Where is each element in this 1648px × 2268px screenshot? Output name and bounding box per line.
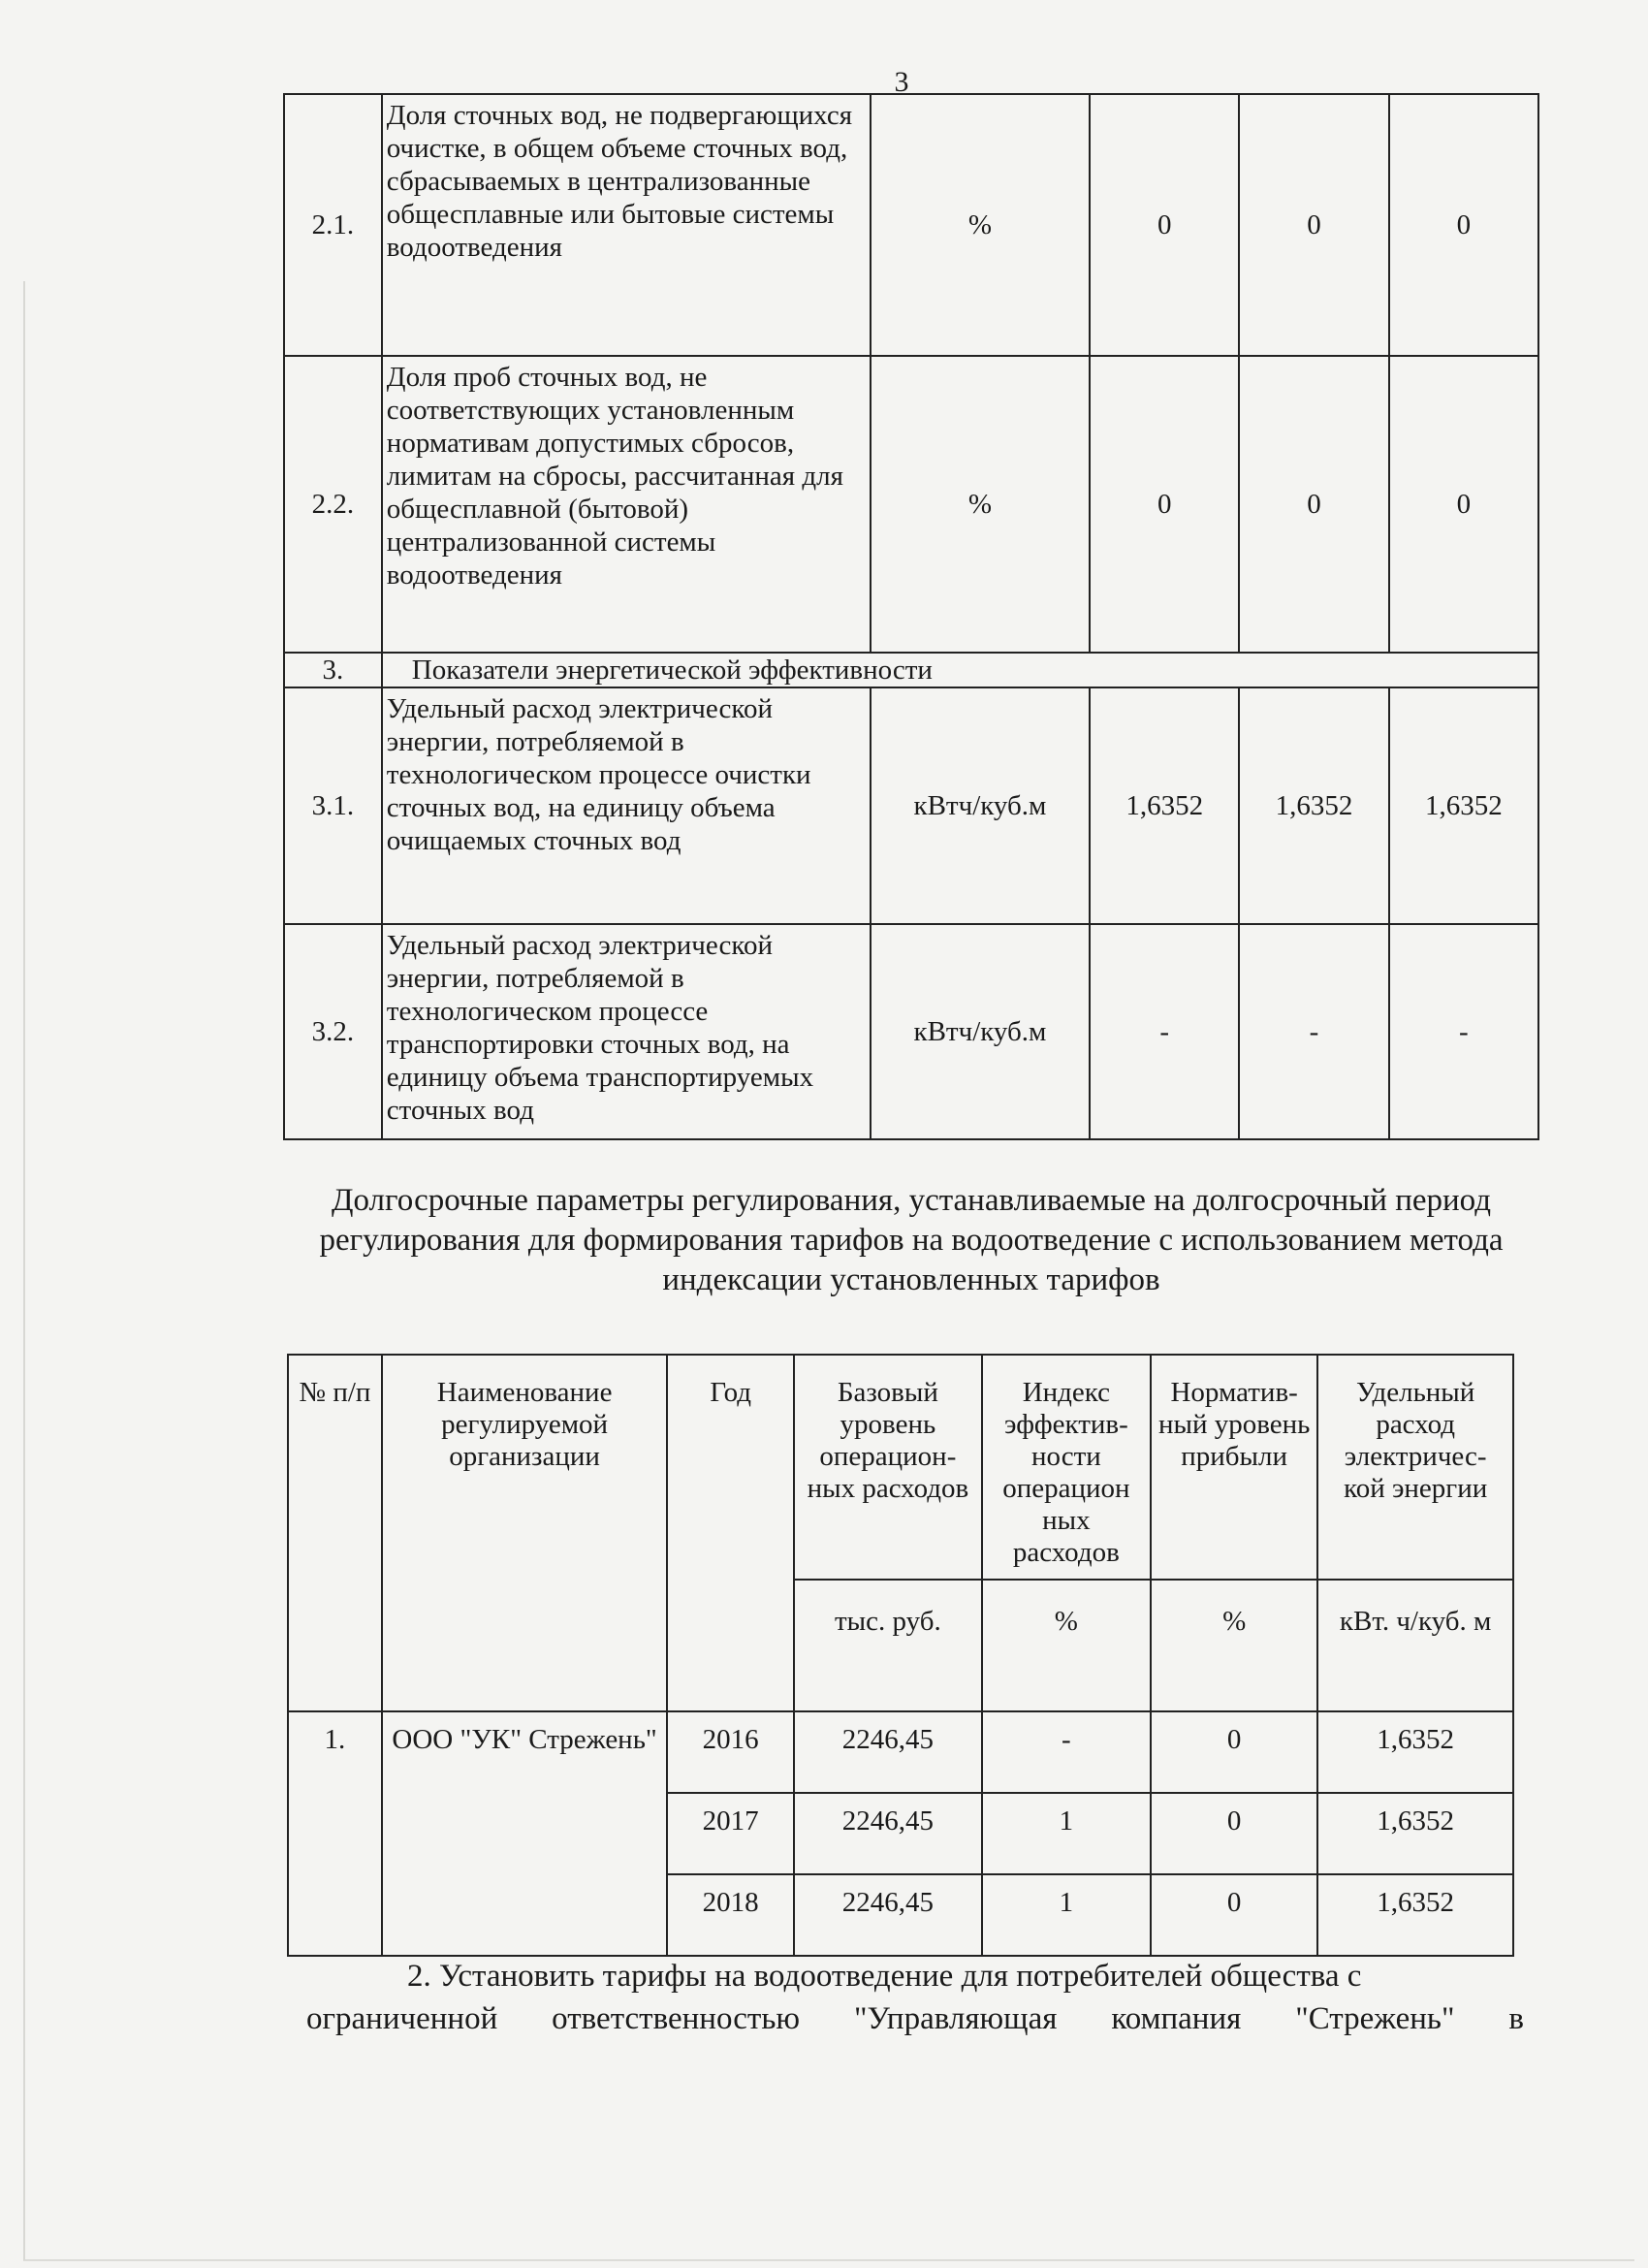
section-row <box>284 653 1538 687</box>
year-cell: 2016 <box>667 1711 794 1793</box>
table-row <box>284 924 1538 1139</box>
year-cell: 2017 <box>667 1793 794 1874</box>
col-header-profit: Норматив- ный уровень прибыли <box>1151 1355 1317 1580</box>
section-title: Показатели энергетической эффективности <box>382 653 1538 687</box>
indicator-value: 0 <box>1389 356 1538 653</box>
indicator-value: 1,6352 <box>1090 687 1239 924</box>
org-name: ООО "УК" Стрежень" <box>382 1711 667 1956</box>
row-number: 2.2. <box>284 356 382 653</box>
indicator-value: 0 <box>1389 94 1538 356</box>
table-row <box>284 94 1538 356</box>
col-header-year: Год <box>667 1355 794 1711</box>
indicator-unit: % <box>871 356 1090 653</box>
year-cell: 2018 <box>667 1874 794 1956</box>
col-header-electricity: Удельный расход электричес- кой энергии <box>1317 1355 1513 1580</box>
index-cell: 1 <box>982 1874 1151 1956</box>
indicator-value: 0 <box>1090 94 1239 356</box>
paragraph-line-1: 2. Установить тарифы на водоотведение для потребителей общества с <box>407 1959 1362 1994</box>
unit-base: тыс. руб. <box>794 1580 982 1711</box>
paragraph-word: ограниченной <box>306 2001 498 2036</box>
org-number: 1. <box>288 1711 382 1956</box>
row-number: 3.1. <box>284 687 382 924</box>
profit-cell: 0 <box>1151 1793 1317 1874</box>
index-cell: 1 <box>982 1793 1151 1874</box>
indicator-value: 1,6352 <box>1389 687 1538 924</box>
page-number: 3 <box>894 66 909 98</box>
paragraph-word: "Стрежень" <box>1295 2001 1455 2036</box>
indicator-value: - <box>1389 924 1538 1139</box>
header-row <box>288 1355 1513 1580</box>
indicators-table <box>283 93 1539 1140</box>
index-cell: - <box>982 1711 1151 1793</box>
paragraph-line-2 <box>306 1997 1524 2040</box>
unit-index: % <box>982 1580 1151 1711</box>
electricity-cell: 1,6352 <box>1317 1793 1513 1874</box>
paragraph-word: ответственностью <box>552 2001 801 2036</box>
indicator-unit: кВтч/куб.м <box>871 687 1090 924</box>
unit-electricity: кВт. ч/куб. м <box>1317 1580 1513 1711</box>
indicator-name: Удельный расход электрической энергии, потребляемой в технологическом процессе очистки сточных вод, на единицу объема очищаемых сточных вод <box>382 687 871 924</box>
row-number: 2.1. <box>284 94 382 356</box>
indicator-value: - <box>1239 924 1388 1139</box>
col-header-num: № п/п <box>288 1355 382 1711</box>
indicator-unit: % <box>871 94 1090 356</box>
indicator-name: Удельный расход электрической энергии, потребляемой в технологическом процессе транспортировки сточных вод, на единицу объема транспортируемых сточных вод <box>382 924 871 1139</box>
row-number: 3.2. <box>284 924 382 1139</box>
section-heading: Долгосрочные параметры регулирования, устанавливаемые на долгосрочный период регулирования для формирования тарифов на водоотведение с использованием метода индексации установленных тарифов <box>319 1183 1504 1297</box>
base-cell: 2246,45 <box>794 1793 982 1874</box>
profit-cell: 0 <box>1151 1711 1317 1793</box>
electricity-cell: 1,6352 <box>1317 1711 1513 1793</box>
table-row <box>288 1711 1513 1793</box>
paragraph-word: в <box>1508 2001 1524 2036</box>
paragraph-word: компания <box>1111 2001 1242 2036</box>
electricity-cell: 1,6352 <box>1317 1874 1513 1956</box>
base-cell: 2246,45 <box>794 1711 982 1793</box>
indicator-unit: кВтч/куб.м <box>871 924 1090 1139</box>
col-header-index: Индекс эффектив- ности операцион ных расходов <box>982 1355 1151 1580</box>
col-header-base: Базовый уровень операцион- ных расходов <box>794 1355 982 1580</box>
paragraph-word: "Управляющая <box>853 2001 1058 2036</box>
indicator-value: 0 <box>1239 356 1388 653</box>
indicator-value: - <box>1090 924 1239 1139</box>
row-number: 3. <box>284 653 382 687</box>
table-row <box>284 687 1538 924</box>
profit-cell: 0 <box>1151 1874 1317 1956</box>
table-row <box>284 356 1538 653</box>
unit-profit: % <box>1151 1580 1317 1711</box>
parameters-table <box>287 1354 1514 1957</box>
indicator-name: Доля сточных вод, не подвергающихся очистке, в общем объеме сточных вод, сбрасываемых в централизованные общесплавные или бытовые системы водоотведения <box>382 94 871 356</box>
indicator-value: 0 <box>1090 356 1239 653</box>
indicator-value: 1,6352 <box>1239 687 1388 924</box>
col-header-org: Наименование регулируемой организации <box>382 1355 667 1711</box>
base-cell: 2246,45 <box>794 1874 982 1956</box>
indicator-name: Доля проб сточных вод, не соответствующих установленным нормативам допустимых сбросов, лимитам на сбросы, рассчитанная для общесплавной (бытовой) централизованной системы водоотведения <box>382 356 871 653</box>
indicator-value: 0 <box>1239 94 1388 356</box>
